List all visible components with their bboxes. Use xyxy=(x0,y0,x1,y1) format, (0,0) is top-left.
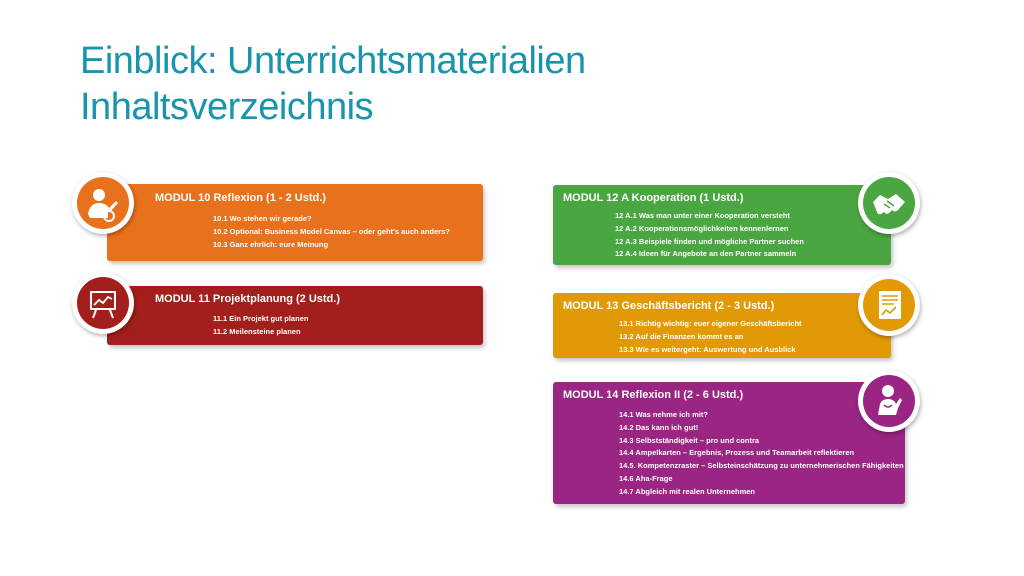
module-13-icon-badge xyxy=(858,274,920,336)
list-item: 14.2 Das kann ich gut! xyxy=(619,422,699,432)
slide-title xyxy=(80,38,586,130)
slide-title-line-2: Inhaltsverzeichnis xyxy=(80,86,374,128)
list-item: 14.5. Kompetenzraster – Selbsteinschätzung zu unternehmerischen Fähigkeiten xyxy=(619,461,904,471)
module-11-icon-badge xyxy=(72,272,134,334)
module-13-items xyxy=(619,318,802,356)
list-item: 11.2 Meilensteine planen xyxy=(213,326,301,336)
handshake-icon xyxy=(858,172,920,234)
module-14-heading: MODUL 14 Reflexion II (2 - 6 Ustd.) xyxy=(563,389,744,401)
presentation-board-icon xyxy=(72,272,134,334)
list-item: 12 A.1 Was man unter einer Kooperation versteht xyxy=(615,211,790,220)
list-item: 12 A.4 Ideen für Angebote an den Partner sammeln xyxy=(615,249,797,259)
list-item: 14.6 Aha-Frage xyxy=(619,473,673,483)
thinking-person-icon xyxy=(858,370,920,432)
module-10-card xyxy=(107,184,483,261)
list-item: 12 A.2 Kooperationsmöglichkeiten kennenlernen xyxy=(615,223,789,233)
module-11-card xyxy=(107,286,483,345)
list-item: 10.3 Ganz ehrlich: eure Meinung xyxy=(213,239,329,249)
person-reflection-icon xyxy=(72,172,134,234)
module-13-card xyxy=(553,293,891,358)
module-12a-items xyxy=(615,210,804,261)
module-12a-icon-badge xyxy=(858,172,920,234)
module-12a-heading: MODUL 12 A Kooperation (1 Ustd.) xyxy=(563,192,744,204)
list-item: 10.1 Wo stehen wir gerade? xyxy=(213,214,312,223)
module-10-icon-badge xyxy=(72,172,134,234)
module-11-items xyxy=(213,313,308,339)
list-item: 14.3 Selbstständigkeit – pro und contra xyxy=(619,435,760,445)
list-item: 14.1 Was nehme ich mit? xyxy=(619,410,708,419)
list-item: 13.2 Auf die Finanzen kommt es an xyxy=(619,331,744,341)
list-item: 11.1 Ein Projekt gut planen xyxy=(213,314,309,323)
list-item: 10.2 Optional: Business Model Canvas – oder geht's auch anders? xyxy=(213,226,450,236)
list-item: 13.3 Wie es weitergeht: Auswertung und Ausblick xyxy=(619,344,796,354)
list-item: 14.7 Abgleich mit realen Unternehmen xyxy=(619,486,756,496)
slide-title-line-1: Einblick: Unterrichtsmaterialien xyxy=(80,40,586,82)
module-14-icon-badge xyxy=(858,370,920,432)
list-item: 12 A.3 Beispiele finden und mögliche Partner suchen xyxy=(615,236,804,246)
list-item: 13.1 Richtig wichtig: euer eigener Geschäftsbericht xyxy=(619,319,802,328)
module-14-card xyxy=(553,382,905,504)
module-12a-card xyxy=(553,185,891,265)
list-item: 14.4 Ampelkarten – Ergebnis, Prozess und Teamarbeit reflektieren xyxy=(619,448,855,458)
module-10-items xyxy=(213,213,450,251)
module-13-heading: MODUL 13 Geschäftsbericht (2 - 3 Ustd.) xyxy=(563,300,775,312)
module-11-heading: MODUL 11 Projektplanung (2 Ustd.) xyxy=(155,293,340,305)
module-10-heading: MODUL 10 Reflexion (1 - 2 Ustd.) xyxy=(155,192,326,204)
report-document-icon xyxy=(858,274,920,336)
